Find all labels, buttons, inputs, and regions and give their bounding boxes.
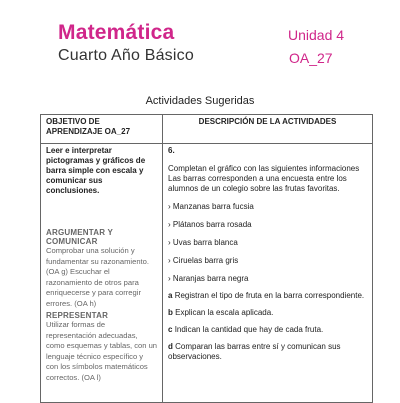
list-item: › Naranjas barra negra [168,274,249,283]
description-cell [163,144,373,403]
objective-cell [41,144,163,403]
step-text: Registran el tipo de fruta en la barra correspondiente. [174,291,365,300]
objective-text: Leer e interpretar pictogramas y gráficos de barra simple con escala y comunicar sus conclusiones. [46,146,146,195]
table-row [41,144,373,403]
unit-label: Unidad 4 [288,27,345,43]
table-header-row [41,115,373,144]
document-header-left [58,22,194,65]
activity-step [168,291,367,301]
objective-code: OA_27 [289,50,333,66]
step-text: Explican la escala aplicada. [175,308,274,317]
description-column-header: DESCRIPCIÓN DE LA ACTIVIDADES [163,115,373,144]
step-letter: c [168,325,173,334]
step-letter: b [168,308,173,317]
grade-subtitle: Cuarto Año Básico [58,47,194,64]
skill-heading: ARGUMENTAR Y COMUNICAR [46,228,113,246]
list-item: › Uvas barra blanca [168,238,238,247]
step-text: Indican la cantidad que hay de cada fruta. [174,325,324,334]
activity-intro: Completan el gráfico con las siguientes informaciones Las barras corresponden a una encuesta entre los alumnos de un colegio sobre las frutas favoritas. [168,164,360,193]
list-item: › Manzanas barra fucsia [168,202,254,211]
document-header-right [288,27,344,66]
activity-step [168,325,367,335]
step-letter: d [168,342,173,351]
skill-description: Utilizar formas de representación adecuadas, como esquemas y tablas, con un lenguaje técnico específico y con los símbolos matemáticos correctos. (OA l) [46,320,158,382]
step-text: Comparan las barras entre sí y comunican sus observaciones. [168,342,341,361]
activity-step [168,342,367,362]
objective-column-header: OBJETIVO DE APRENDIZAJE OA_27 [41,115,163,144]
list-item: › Plátanos barra rosada [168,220,252,229]
step-letter: a [168,291,173,300]
list-item: › Ciruelas barra gris [168,256,239,265]
skill-heading: REPRESENTAR [46,311,109,320]
activity-step [168,308,367,318]
activity-number: 6. [168,146,175,155]
section-title: Actividades Sugeridas [145,95,255,107]
subject-title: Matemática [58,21,175,44]
activities-table [40,114,373,403]
skill-description: Comprobar una solución y fundamentar su razonamiento. (OA g) Escuchar el razonamiento de otros para enriquecerse y para corregir errores. (OA h) [46,246,149,308]
